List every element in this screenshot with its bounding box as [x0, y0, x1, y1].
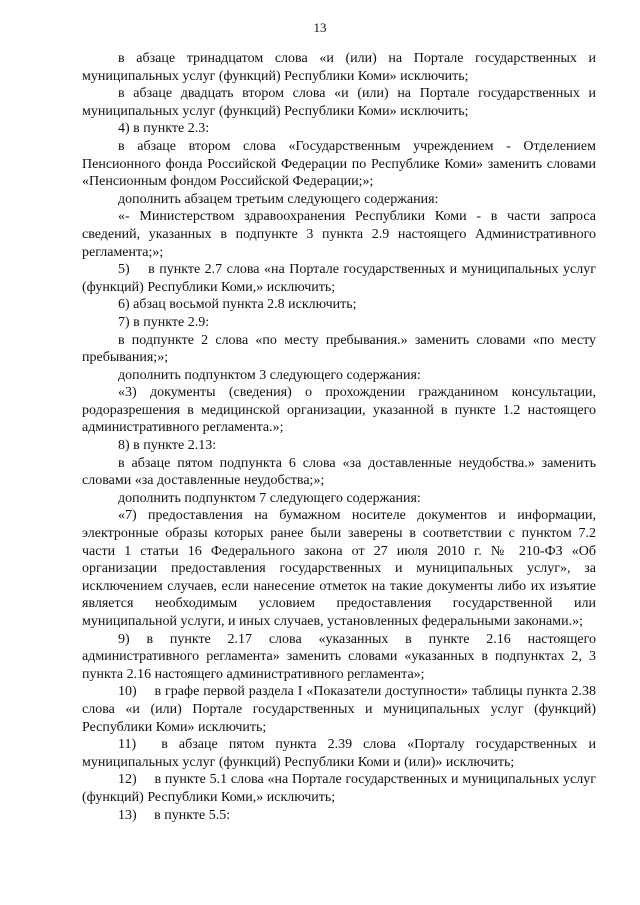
paragraph-13: 8) в пункте 2.13: [118, 438, 217, 454]
paragraph-7: 5) в пункте 2.7 слова «на Портале государственных и муниципальных услуг (функций) Республики Коми,» исключить; [82, 262, 596, 295]
paragraph-8: 6) абзац восьмой пункта 2.8 исключить; [118, 297, 357, 313]
paragraph-18: 10) в графе первой раздела I «Показатели доступности» таблицы пункта 2.38 слова «и (или) Портале государственных и муниципальных услуг (функций) Республики Коми» исключить; [82, 684, 596, 735]
paragraph-1: в абзаце тринадцатом слова «и (или) на Портале государственных и муниципальных услуг (функций) Республики Коми» исключить; [82, 51, 596, 84]
paragraph-20: 12) в пункте 5.1 слова «на Портале государственных и муниципальных услуг (функций) Республики Коми,» исключить; [82, 772, 596, 805]
paragraph-4: в абзаце втором слова «Государственным учреждением - Отделением Пенсионного фонда Российской Федерации по Республике Коми» заменить словами «Пенсионным фондом Российской Федерации;»; [82, 138, 596, 190]
page-number: 13 [313, 20, 327, 35]
paragraph-19: 11) в абзаце пятом пункта 2.39 слова «Порталу государственных и муниципальных услуг (функций) Республики Коми и (или)» исключить; [82, 737, 596, 770]
paragraph-10: в подпункте 2 слова «по месту пребывания.» заменить словами «по месту пребывания;»; [82, 332, 596, 366]
paragraph-12: «3) документы (сведения) о прохождении гражданином консультации, родоразрешения в медицинской организации, указанной в пункте 1.2 настоящего административного регламента.»; [82, 385, 596, 436]
paragraph-3: 4) в пункте 2.3: [118, 121, 210, 137]
paragraph-9: 7) в пункте 2.9: [118, 314, 210, 330]
paragraph-5: дополнить абзацем третьим следующего содержания: [118, 191, 439, 207]
paragraph-2: в абзаце двадцать втором слова «и (или) на Портале государственных и муниципальных услуг (функций) Республики Коми» исключить; [82, 86, 596, 119]
paragraph-6: «- Министерством здравоохранения Республики Коми - в части запроса сведений, указанных в подпункте 3 пункта 2.9 настоящего Административного регламента;»; [82, 209, 596, 260]
paragraph-15: дополнить подпунктом 7 следующего содержания: [118, 490, 421, 506]
paragraph-11: дополнить подпунктом 3 следующего содержания: [118, 367, 421, 383]
paragraph-17: 9) в пункте 2.17 слова «указанных в пункте 2.16 настоящего административного регламента» заменить словами «указанных в подпунктах 2, 3 пункта 2.16 настоящего административного регламента»; [82, 631, 596, 682]
paragraph-14: в абзаце пятом подпункта 6 слова «за доставленные неудобства.» заменить словами «за доставленные неудобства;»; [82, 455, 596, 489]
paragraph-21: 13) в пункте 5.5: [118, 807, 231, 823]
paragraph-16: «7) предоставления на бумажном носителе документов и информации, электронные образы которых ранее были заверены в соответствии с пунктом 7.2 части 1 статьи 16 Федерального закона от 27 июля 2010 г. № 210-ФЗ «Об организации предоставления государственных и муниципальных услуг», за исключением случаев, если нанесение отметок на такие документы либо их изъятие является необходимым условием предоставления государственной или муниципальной услуги, и иных случаев, установленных федеральными законами.»; [82, 508, 596, 629]
document-body [82, 50, 596, 824]
